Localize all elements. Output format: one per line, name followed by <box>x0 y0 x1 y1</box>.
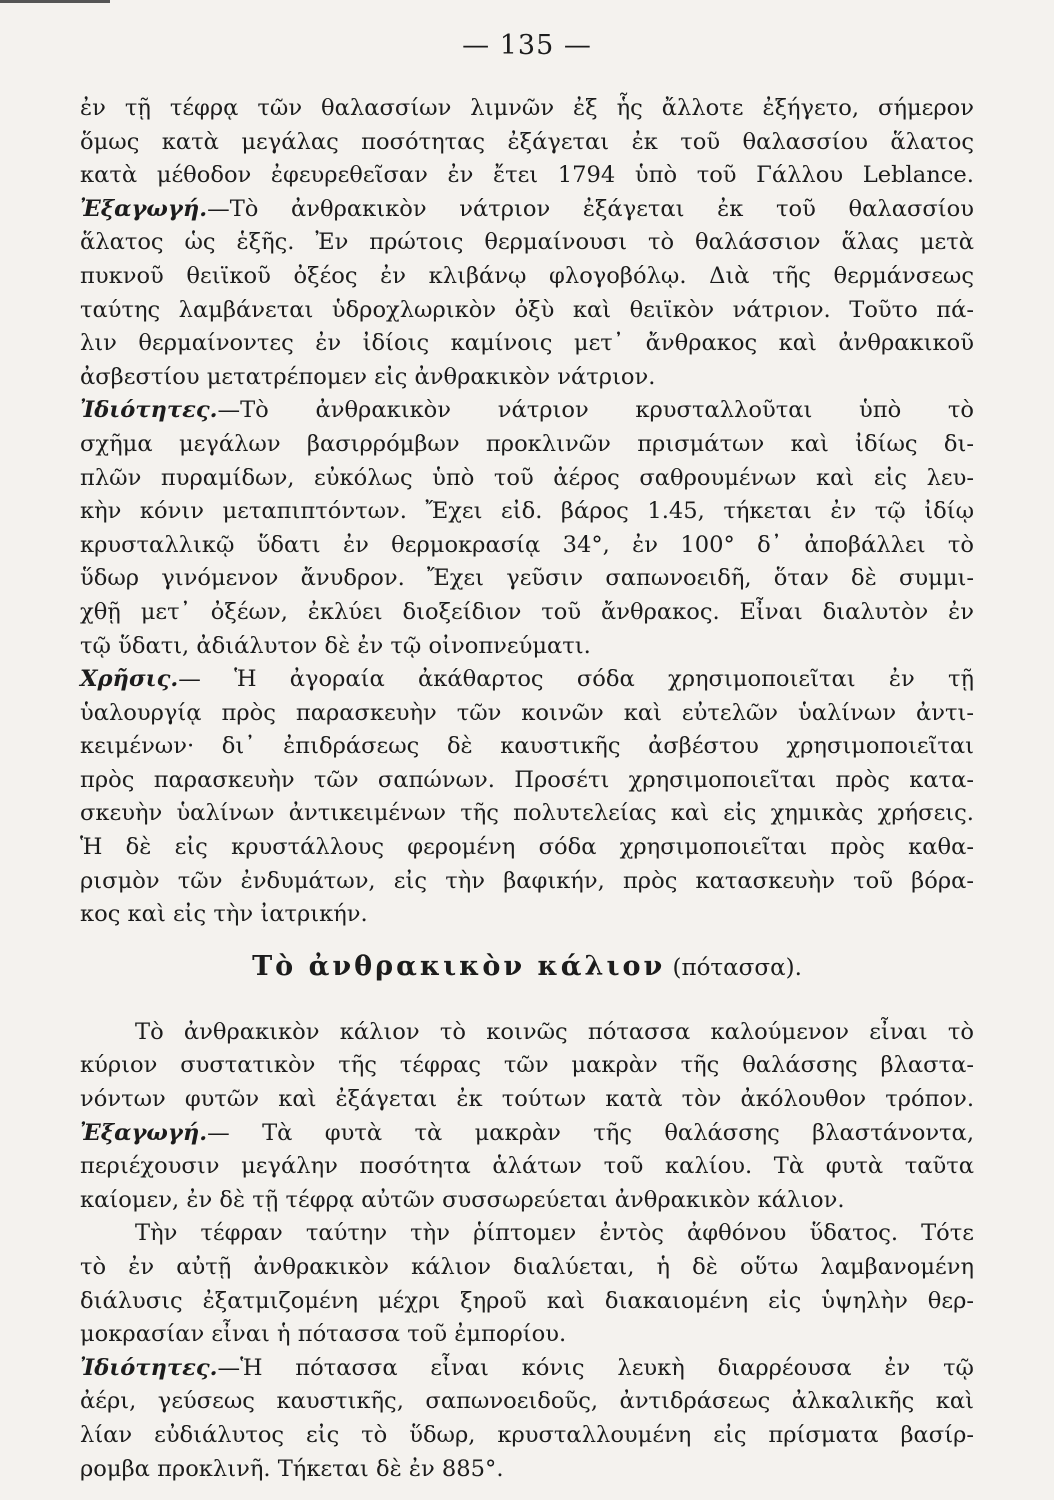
text-line <box>80 1285 974 1319</box>
text-line <box>80 1083 974 1117</box>
line-text: ὅμως κατὰ μεγάλας ποσότητας ἐξάγεται ἐκ τοῦ θαλασσίου ἅλατος <box>80 128 974 155</box>
text-line <box>80 1150 974 1184</box>
section-potassium-carbonate <box>80 1016 974 1486</box>
top-rule <box>0 0 110 3</box>
spacer <box>80 1002 974 1016</box>
text-line <box>80 529 974 563</box>
line-text: λιν θερμαίνοντες ἐν ἰδίοις καμίνοις μετ᾽ ἄνθρακος καὶ ἀνθρακικοῦ <box>80 330 974 357</box>
text-line <box>80 865 974 899</box>
text-line <box>80 730 974 764</box>
text-line <box>80 1318 974 1352</box>
paragraph-heading: Ἐξαγωγή. <box>80 1119 208 1146</box>
line-text: περιέχουσιν μεγάλην ποσότητα ἁλάτων τοῦ καλίου. Τὰ φυτὰ ταῦτα <box>80 1153 974 1180</box>
section-heading-title: Τὸ ἀνθρακικὸν κάλιον <box>252 950 666 982</box>
line-text: πυκνοῦ θειϊκοῦ ὀξέος ἐν κλιβάνῳ φλογοβόλῳ. Διὰ τῆς θερμάνσεως <box>80 262 974 289</box>
line-text: —Ἡ πότασσα εἶναι κόνις λευκὴ διαρρέουσα ἐν τῷ <box>217 1354 974 1381</box>
section-heading <box>80 932 974 1002</box>
line-text: τὸ ἐν αὐτῇ ἀνθρακικὸν κάλιον διαλύεται, ἡ δὲ οὕτω λαμβανομένη <box>80 1254 974 1280</box>
text-line <box>80 1385 974 1419</box>
line-text: ρομβα προκλινῆ. Τήκεται δὲ ἐν 885°. <box>80 1455 504 1482</box>
line-text: κὴν κόνιν μεταπιπτόντων. Ἔχει εἰδ. βάρος 1.45, τήκεται ἐν τῷ ἰδίῳ <box>80 498 974 525</box>
text-line <box>80 495 974 529</box>
line-text: κρυσταλλικῷ ὕδατι ἐν θερμοκρασίᾳ 34°, ἐν 100° δ᾽ ἀποβάλλει τὸ <box>80 531 974 558</box>
line-text: κος καὶ εἰς τὴν ἰατρικήν. <box>80 901 368 928</box>
text-line <box>80 1184 974 1218</box>
line-text: Τὴν τέφραν ταύτην τὴν ῥίπτομεν ἐντὸς ἀφθόνου ὕδατος. Τότε <box>135 1220 974 1247</box>
paragraph-heading: Ἰδιότητες. <box>80 397 218 424</box>
line-text: σκευὴν ὑαλίνων ἀντικειμένων τῆς πολυτελείας καὶ εἰς χημικὰς χρήσεις. <box>80 800 974 827</box>
line-text: — Ἡ ἀγοραία ἀκάθαρτος σόδα χρησιμοποιεῖται ἐν τῇ <box>178 666 974 693</box>
line-text: λίαν εὐδιάλυτος εἰς τὸ ὕδωρ, κρυσταλλουμένη εἰς πρίσματα βασίρ- <box>80 1421 974 1448</box>
text-line <box>80 697 974 731</box>
line-text: σχῆμα μεγάλων βασιρρόμβων προκλινῶν πρισμάτων καὶ ἰδίως δι- <box>80 430 974 457</box>
line-text: Τὸ ἀνθρακικὸν κάλιον τὸ κοινῶς πότασσα καλούμενον εἶναι τὸ <box>135 1018 974 1045</box>
line-text: καίομεν, ἐν δὲ τῇ τέφρᾳ αὐτῶν συσσωρεύεται ἀνθρακικὸν κάλιον. <box>80 1186 845 1213</box>
line-text: ἀέρι, γεύσεως καυστικῆς, σαπωνοειδοῦς, ἀντιδράσεως ἀλκαλικῆς καὶ <box>80 1388 974 1415</box>
line-text: κατὰ μέθοδον ἐφευρεθεῖσαν ἐν ἔτει 1794 ὑπὸ τοῦ Γάλλου Leblance. <box>80 162 974 189</box>
line-text: ἅλατος ὡς ἑξῆς. Ἐν πρώτοις θερμαίνουσι τὸ θαλάσσιον ἅλας μετὰ <box>80 229 974 256</box>
text-line <box>80 1117 974 1151</box>
text-line <box>80 1453 974 1487</box>
line-text: Ἡ δὲ εἰς κρυστάλλους φερομένη σόδα χρησιμοποιεῖται πρὸς καθα- <box>80 834 974 861</box>
line-text: ὑαλουργίᾳ πρὸς παρασκευὴν τῶν κοινῶν καὶ εὐτελῶν ὑαλίνων ἀντι- <box>80 699 974 726</box>
text-line <box>80 1352 974 1386</box>
text-line <box>80 126 974 160</box>
text-line <box>80 1049 974 1083</box>
line-text: νόντων φυτῶν καὶ ἐξάγεται ἐκ τούτων κατὰ τὸν ἀκόλουθον τρόπον. <box>80 1086 974 1113</box>
text-line <box>80 1419 974 1453</box>
text-line <box>80 361 974 395</box>
text-line <box>80 92 974 126</box>
line-text: ταύτης λαμβάνεται ὑδροχλωρικὸν ὀξὺ καὶ θειϊκὸν νάτριον. Τοῦτο πά- <box>80 296 974 323</box>
text-line <box>80 226 974 260</box>
text-line <box>80 797 974 831</box>
paragraph-heading: Ἐξαγωγή. <box>80 195 208 222</box>
text-line <box>80 428 974 462</box>
section-heading-subtitle: (πότασσα). <box>672 954 802 981</box>
text-line <box>80 1251 974 1285</box>
text-line <box>80 394 974 428</box>
text-line <box>80 462 974 496</box>
text-line <box>80 193 974 227</box>
text-line <box>80 562 974 596</box>
text-line <box>80 260 974 294</box>
page-number: — 135 — <box>462 30 592 61</box>
section-sodium-carbonate <box>80 92 974 932</box>
text-line <box>80 831 974 865</box>
line-text: —Τὸ ἀνθρακικὸν νάτριον ἐξάγεται ἐκ τοῦ θαλασσίου <box>207 195 974 222</box>
text-line <box>80 1217 974 1251</box>
line-text: ρισμὸν τῶν ἐνδυμάτων, εἰς τὴν βαφικήν, πρὸς κατασκευὴν τοῦ βόρα- <box>80 867 974 894</box>
line-text: πλῶν πυραμίδων, εὐκόλως ὑπὸ τοῦ ἀέρος σαθρουμένων καὶ εἰς λευ- <box>80 464 974 491</box>
line-text: κύριον συστατικὸν τῆς τέφρας τῶν μακρὰν τῆς θαλάσσης βλαστα- <box>80 1052 974 1079</box>
line-text: κειμένων· δι᾽ ἐπιδράσεως δὲ καυστικῆς ἀσβέστου χρησιμοποιεῖται <box>80 733 974 760</box>
line-text: ἐν τῇ τέφρᾳ τῶν θαλασσίων λιμνῶν ἐξ ἧς ἄλλοτε ἐξήγετο, σήμερον <box>80 95 974 121</box>
line-text: χθῇ μετ᾽ ὀξέων, ἐκλύει διοξείδιον τοῦ ἄνθρακος. Εἶναι διαλυτὸν ἐν <box>80 598 974 625</box>
text-line <box>80 764 974 798</box>
text-line <box>80 294 974 328</box>
page-body <box>80 92 974 1486</box>
line-text: ἀσβεστίου μετατρέπομεν εἰς ἀνθρακικὸν νάτριον. <box>80 363 656 390</box>
text-line <box>80 159 974 193</box>
text-line <box>80 327 974 361</box>
line-text: —Τὸ ἀνθρακικὸν νάτριον κρυσταλλοῦται ὑπὸ τὸ <box>217 397 974 424</box>
text-line <box>80 596 974 630</box>
text-line <box>80 630 974 664</box>
text-line <box>80 898 974 932</box>
paragraph-heading: Ἰδιότητες. <box>80 1354 218 1381</box>
text-line <box>80 1016 974 1050</box>
paragraph-heading: Χρῆσις. <box>80 666 179 693</box>
line-text: διάλυσις ἐξατμιζομένη μέχρι ξηροῦ καὶ διακαιομένη εἰς ὑψηλὴν θερ- <box>80 1287 974 1314</box>
line-text: πρὸς παρασκευὴν τῶν σαπώνων. Προσέτι χρησιμοποιεῖται πρὸς κατα- <box>80 766 974 793</box>
line-text: — Τὰ φυτὰ τὰ μακρὰν τῆς θαλάσσης βλαστάνοντα, <box>207 1119 974 1146</box>
line-text: ὕδωρ γινόμενον ἄνυδρον. Ἔχει γεῦσιν σαπωνοειδῆ, ὅταν δὲ συμμι- <box>80 565 974 592</box>
line-text: τῷ ὕδατι, ἀδιάλυτον δὲ ἐν τῷ οἰνοπνεύματι. <box>80 632 591 659</box>
text-line <box>80 663 974 697</box>
line-text: μοκρασίαν εἶναι ἡ πότασσα τοῦ ἐμπορίου. <box>80 1321 567 1348</box>
